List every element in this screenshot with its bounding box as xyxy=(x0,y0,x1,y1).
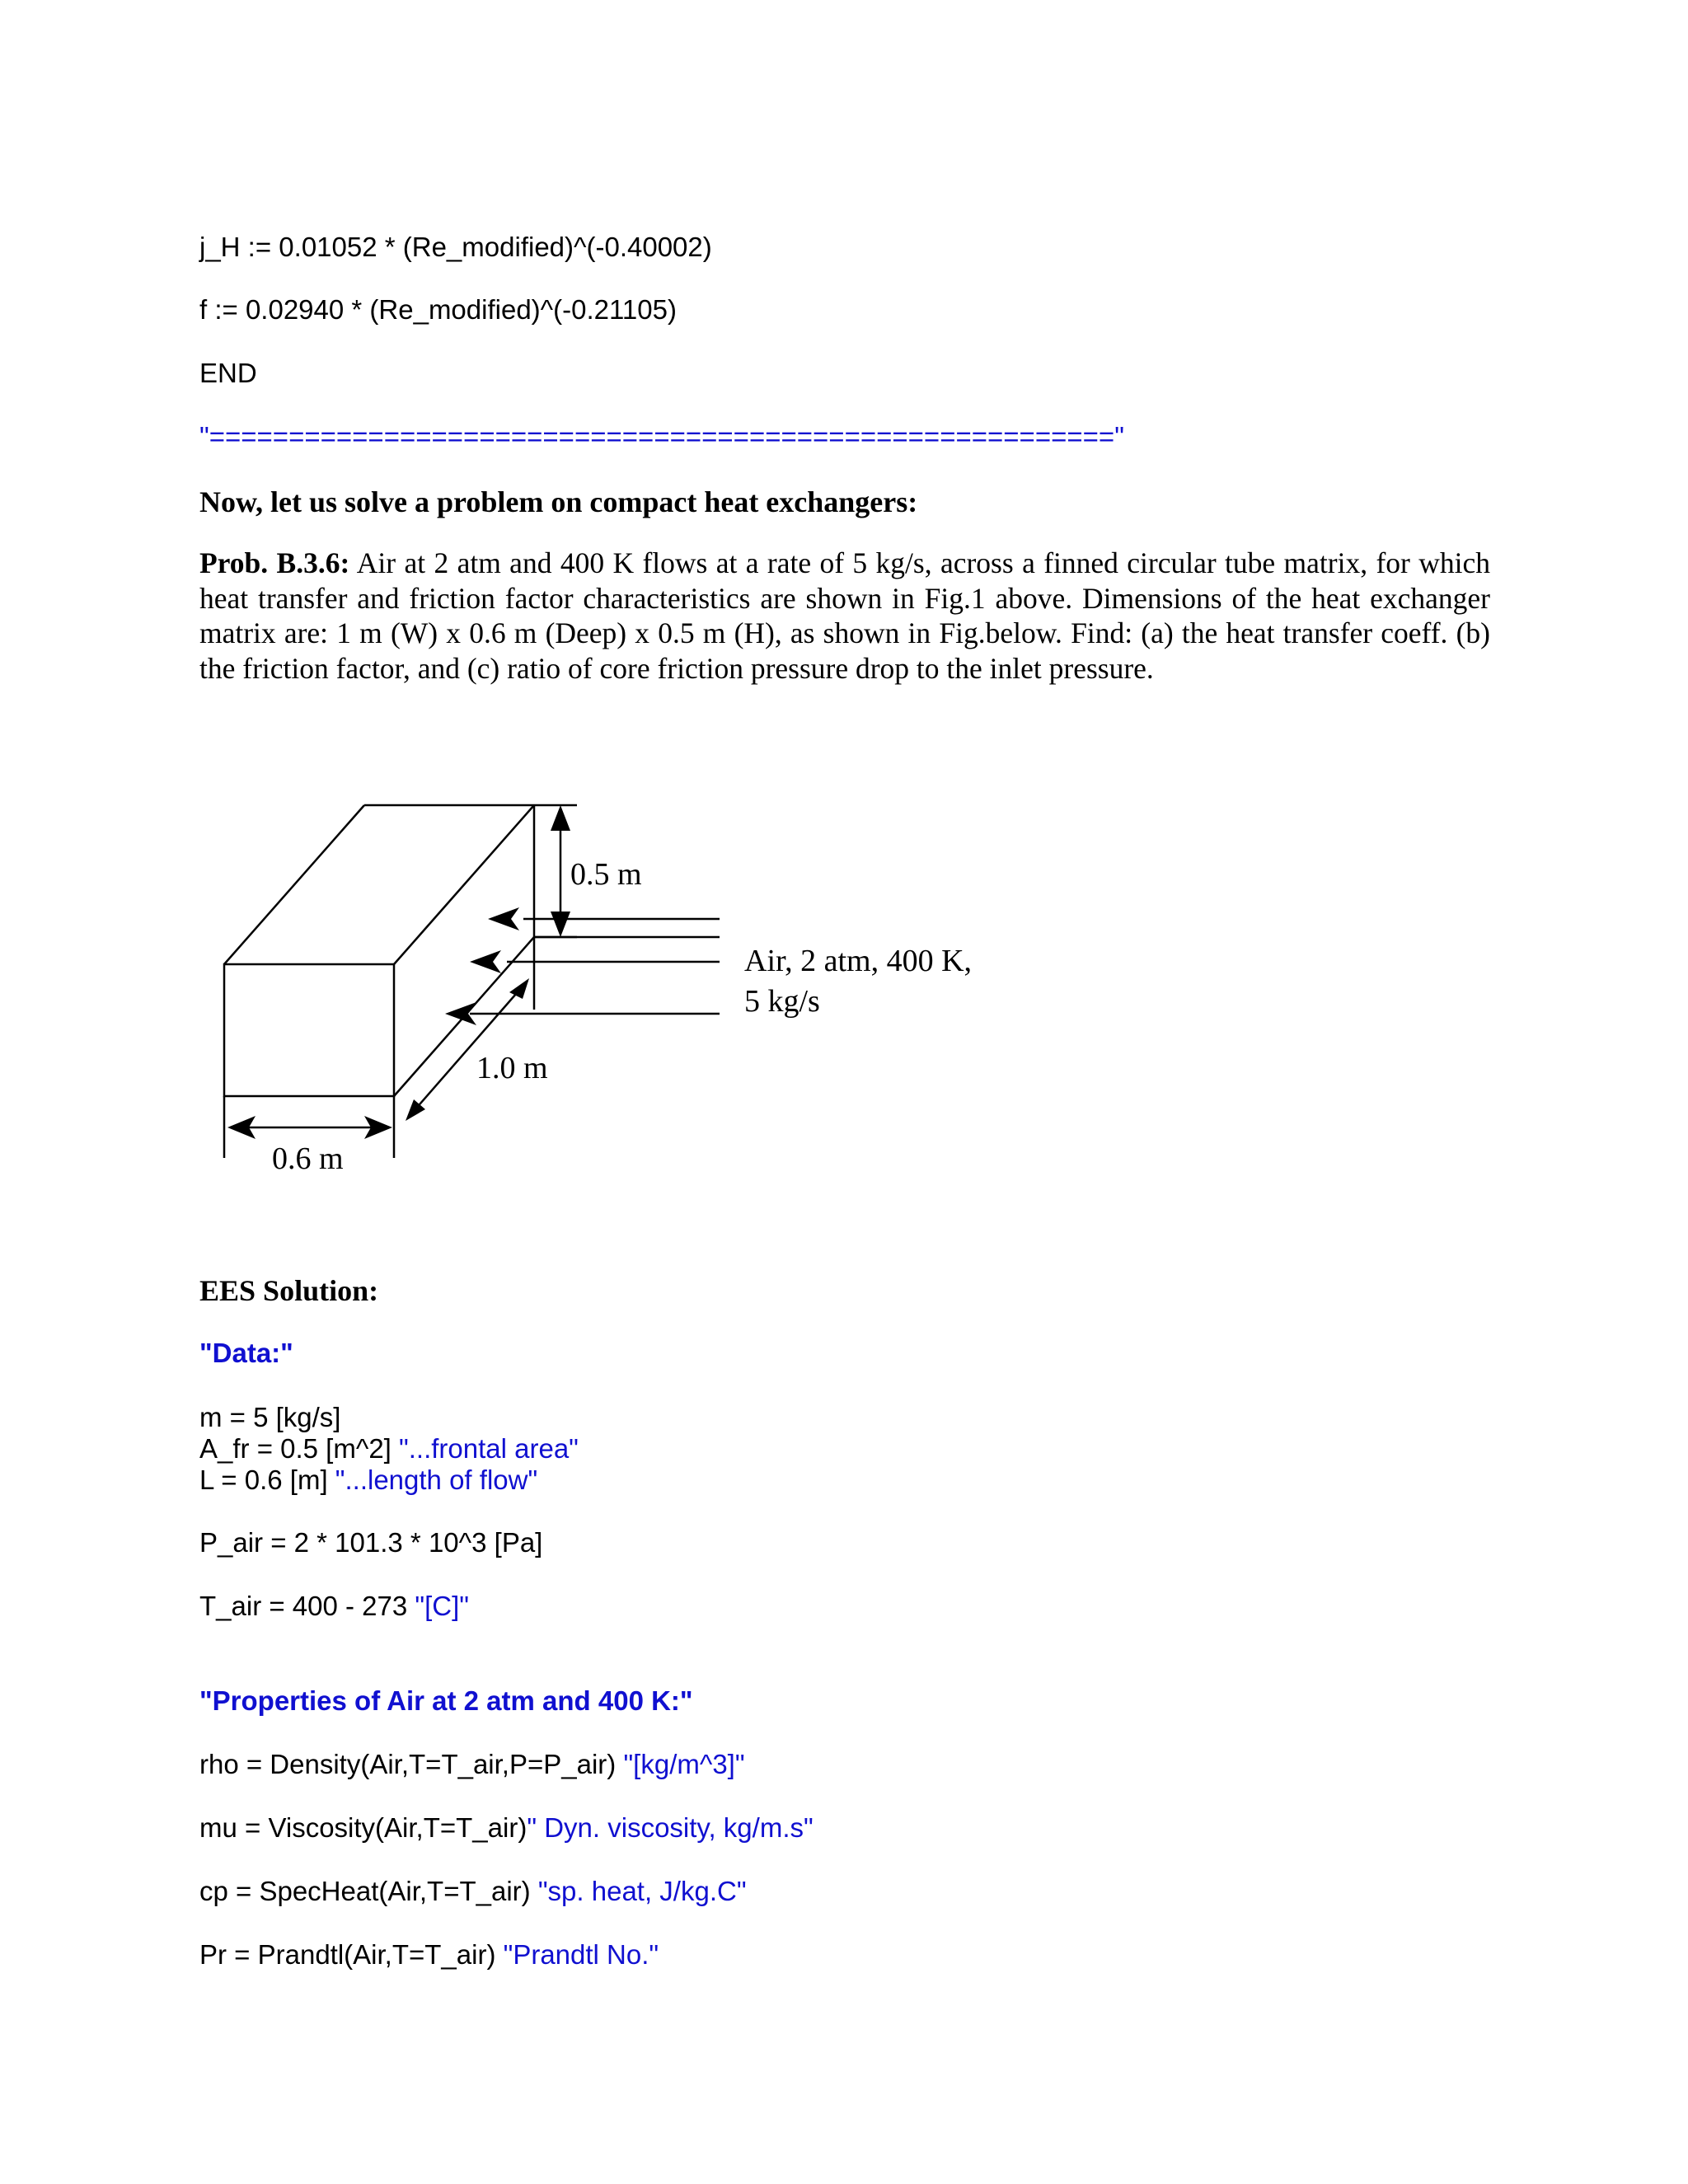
specific-heat-comment: "sp. heat, J/kg.C" xyxy=(537,1876,747,1906)
width-label: 1.0 m xyxy=(476,1051,548,1085)
height-label: 0.5 m xyxy=(570,857,642,892)
viscosity-code: mu = Viscosity(Air,T=T_air) xyxy=(199,1812,528,1843)
air-label-line1: Air, 2 atm, 400 K, xyxy=(744,944,973,978)
jh-equation: j_H := 0.01052 * (Re_modified)^(-0.40002) xyxy=(199,232,712,262)
section-heading-compact: Now, let us solve a problem on compact heat exchangers: xyxy=(199,485,918,518)
prandtl-comment: "Prandtl No." xyxy=(503,1939,659,1970)
specific-heat-line xyxy=(199,1875,747,1908)
problem-label: Prob. B.3.6: xyxy=(199,546,350,579)
flow-length-line xyxy=(199,1464,537,1497)
air-temperature-line xyxy=(199,1590,469,1623)
viscosity-comment: " Dyn. viscosity, kg/m.s" xyxy=(527,1812,814,1843)
depth-label: 0.6 m xyxy=(272,1141,344,1176)
density-code: rho = Density(Air,T=T_air,P=P_air) xyxy=(199,1749,624,1779)
frontal-area-comment: "...frontal area" xyxy=(399,1433,579,1464)
problem-statement xyxy=(199,546,1490,686)
data-section-title: "Data:" xyxy=(199,1338,293,1368)
density-comment: "[kg/m^3]" xyxy=(623,1749,745,1779)
flow-length-code: L = 0.6 [m] xyxy=(199,1465,335,1495)
f-equation: f := 0.02940 * (Re_modified)^(-0.21105) xyxy=(199,294,677,325)
prandtl-code: Pr = Prandtl(Air,T=T_air) xyxy=(199,1939,504,1970)
heat-exchanger-figure xyxy=(198,783,1022,1179)
prandtl-line xyxy=(199,1938,659,1971)
properties-section-title: "Properties of Air at 2 atm and 400 K:" xyxy=(199,1685,693,1716)
separator-comment: "=========================================================" xyxy=(199,421,1124,452)
problem-text: Air at 2 atm and 400 K flows at a rate of 5 kg/s, across a finned circular tube matrix, for which heat transfer and friction factor characteristics are shown in Fig.1 above. Dimensions of the heat exchanger matrix are: 1 m (W) x 0.6 m (Deep) x 0.5 m (H), as shown in Fig.below. Find: (a) the heat transfer coeff. (b) the friction factor, and (c) ratio of core friction pressure drop to the inlet pressure. xyxy=(199,546,1491,685)
flow-length-comment: "...length of flow" xyxy=(335,1465,538,1495)
specific-heat-code: cp = SpecHeat(Air,T=T_air) xyxy=(199,1876,538,1906)
frontal-area-line xyxy=(199,1432,579,1465)
front-face xyxy=(224,964,394,1096)
ees-solution-heading: EES Solution: xyxy=(199,1274,379,1307)
air-label-line2: 5 kg/s xyxy=(744,984,820,1019)
air-pressure-line: P_air = 2 * 101.3 * 10^3 [Pa] xyxy=(199,1527,543,1558)
viscosity-line xyxy=(199,1811,814,1844)
air-temperature-comment: "[C]" xyxy=(415,1591,470,1621)
density-line xyxy=(199,1748,745,1781)
frontal-area-code: A_fr = 0.5 [m^2] xyxy=(199,1433,400,1464)
mass-flow-line: m = 5 [kg/s] xyxy=(199,1402,341,1432)
air-temperature-code: T_air = 400 - 273 xyxy=(199,1591,415,1621)
end-statement: END xyxy=(199,358,257,388)
